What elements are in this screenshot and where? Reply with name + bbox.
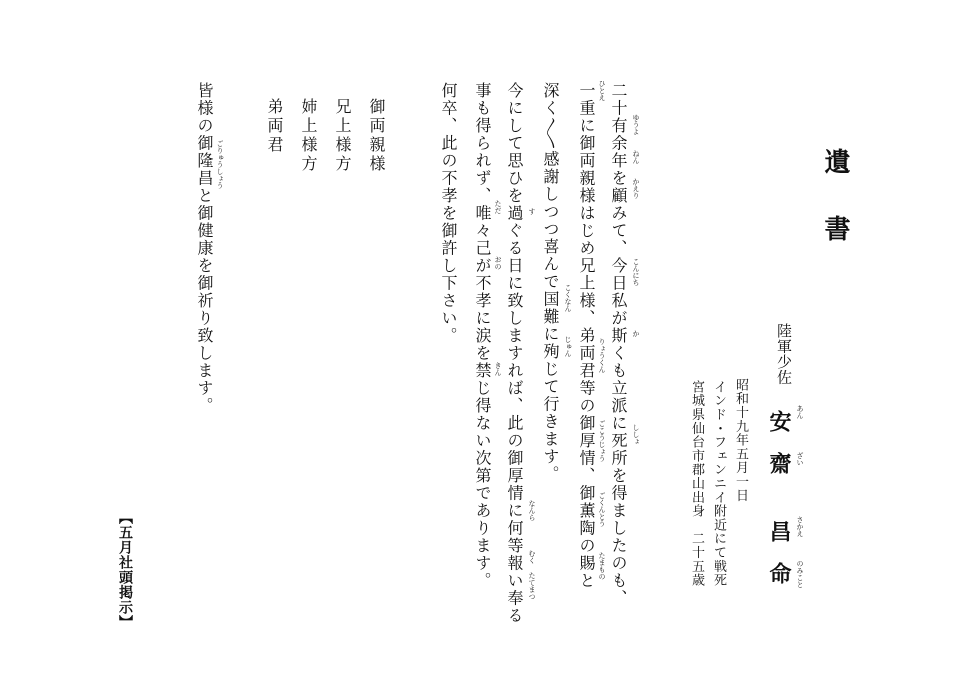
ruby-gokoujou: ごこうじょう xyxy=(598,420,606,462)
ruby-tatematsu: たてまつ xyxy=(528,572,536,600)
ruby-tamamono: たまもの xyxy=(598,552,606,580)
recipient-2: 兄上様方 xyxy=(333,98,352,174)
author-name-char-1: 安 xyxy=(766,410,792,432)
recipient-3: 姉上様方 xyxy=(299,98,318,174)
closing-line: 皆様の御隆昌と御健康を御祈り致します。 xyxy=(195,82,214,415)
footer-tag: 【五月社頭掲示】 xyxy=(117,510,133,630)
author-origin-age: 宮城県仙台市郡山出身 二十五歳 xyxy=(689,380,704,587)
ruby-sugu: す xyxy=(528,208,536,215)
ruby-kin: きん xyxy=(494,362,502,376)
ruby-nanra: なんら xyxy=(528,500,536,521)
author-rank: 陸軍少佐 xyxy=(775,323,793,385)
ruby-kaeri: かえり xyxy=(632,178,640,199)
ruby-sai: ざい xyxy=(796,452,804,466)
title-char-1: 遺 xyxy=(820,148,850,174)
ruby-konnichi: こんにち xyxy=(632,258,640,286)
recipient-1: 御両親様 xyxy=(367,98,386,174)
body-line-3: 深く〳〵感謝しつつ喜んで国難に殉じて行きます。 xyxy=(541,82,560,483)
ruby-nen: ねん xyxy=(632,150,640,164)
recipient-4: 弟両君 xyxy=(265,98,284,155)
body-line-2: 一重に御両親様はじめ兄上様、弟両君等の御厚情、御薫陶の賜と xyxy=(577,82,596,590)
author-name-char-4: 命 xyxy=(766,562,792,584)
ruby-jun: じゅん xyxy=(564,336,572,357)
author-date: 昭和十九年五月一日 xyxy=(733,378,748,503)
ruby-shisho: ししょ xyxy=(632,424,640,445)
body-line-6: 何卒、此の不孝を御許し下さい。 xyxy=(439,82,458,345)
ruby-kaku: か xyxy=(632,330,640,337)
ruby-hitoe: ひとえ xyxy=(598,80,606,101)
ruby-mukui: むく xyxy=(528,550,536,564)
body-line-1: 二十有余年を顧みて、今日私が斯くも立派に死所を得ましたのも、 xyxy=(609,82,628,607)
ruby-yuuyo: ゆうよ xyxy=(632,114,640,135)
ruby-gokuntou: ごくんとう xyxy=(598,492,606,527)
ruby-mikoto: のみこと xyxy=(796,560,804,588)
ruby-goryuushou: ごりゅうしょう xyxy=(216,140,224,189)
ruby-ryoukun: りょうくん xyxy=(598,338,606,373)
author-place: インド・フェンニイ附近にて戦死 xyxy=(711,380,726,587)
ruby-sakae: さかえ xyxy=(796,516,804,537)
ruby-ono: おの xyxy=(494,256,502,270)
ruby-kokunan: こくなん xyxy=(564,284,572,312)
ruby-an: あん xyxy=(796,405,804,419)
body-line-4: 今にして思ひを過ぐる日に致しますれば、此の御厚情に何等報い奉る xyxy=(505,82,524,625)
title-char-2: 書 xyxy=(820,215,850,241)
body-line-5: 事も得られず、唯々己が不孝に涙を禁じ得ない次第であります。 xyxy=(473,82,492,590)
author-name-char-3: 昌 xyxy=(766,520,792,542)
ruby-tada: ただ xyxy=(494,200,502,214)
author-name-char-2: 齋 xyxy=(766,452,792,474)
